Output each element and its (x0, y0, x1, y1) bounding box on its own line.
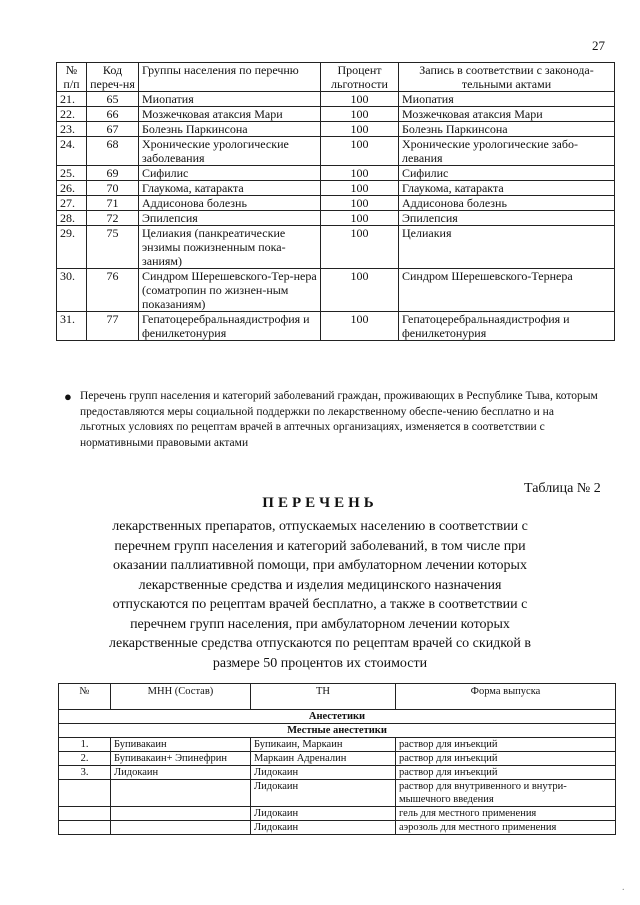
row-number (59, 780, 111, 807)
row-mnn (111, 821, 251, 835)
table-row (57, 211, 615, 226)
row-group: Глаукома, катаракта (139, 181, 321, 196)
note-paragraph (64, 389, 600, 451)
row-number: 27. (57, 196, 87, 211)
row-tn: Маркаин Адреналин (251, 752, 396, 766)
row-number: 26. (57, 181, 87, 196)
row-code: 67 (87, 122, 139, 137)
col-mnn-header: МНН (Состав) (111, 684, 251, 710)
row-number: 21. (57, 92, 87, 107)
table-row (57, 196, 615, 211)
table-row (59, 738, 616, 752)
subsection-title: Местные анестетики (59, 724, 616, 738)
row-group: Миопатия (139, 92, 321, 107)
table-row (57, 107, 615, 122)
document-title: ПЕРЕЧЕНЬ (262, 495, 378, 511)
row-code: 66 (87, 107, 139, 122)
table-row (59, 780, 616, 807)
table-row (59, 752, 616, 766)
row-group: Мозжечковая атаксия Мари (139, 107, 321, 122)
row-record: Синдром Шерешевского-Тернера (399, 269, 615, 312)
note-text: Перечень групп населения и категорий заболеваний граждан, проживающих в Республике Тыва, которым предоставляются меры социальной поддержки по лекарственному обеспе-чению бесплатно и на льготных условиях по рецептам врачей в аптечных организациях, изменяется в соответствии с нормативными правовыми актами (80, 390, 598, 449)
row-mnn: Бупивакаин+ Эпинефрин (111, 752, 251, 766)
table-row (57, 137, 615, 166)
table-row (59, 766, 616, 780)
col-code-header: Код переч-ня (87, 63, 139, 92)
row-code: 77 (87, 312, 139, 341)
page-number: 27 (592, 38, 605, 53)
row-percent: 100 (321, 137, 399, 166)
table-row (57, 181, 615, 196)
row-record: Сифилис (399, 166, 615, 181)
row-percent: 100 (321, 211, 399, 226)
table-row (57, 92, 615, 107)
row-percent: 100 (321, 166, 399, 181)
col-number-header: № п/п (57, 63, 87, 92)
table-row (59, 821, 616, 835)
row-form: гель для местного применения (396, 807, 616, 821)
row-form: аэрозоль для местного применения (396, 821, 616, 835)
row-code: 71 (87, 196, 139, 211)
row-mnn: Лидокаин (111, 766, 251, 780)
section-row (59, 710, 616, 724)
col-form-header: Форма выпуска (396, 684, 616, 710)
row-number: 1. (59, 738, 111, 752)
row-code: 68 (87, 137, 139, 166)
row-tn: Бупикаин, Маркаин (251, 738, 396, 752)
row-mnn (111, 807, 251, 821)
row-number: 29. (57, 226, 87, 269)
table-row (59, 807, 616, 821)
row-record: Миопатия (399, 92, 615, 107)
table-row (57, 226, 615, 269)
row-number (59, 821, 111, 835)
row-number: 25. (57, 166, 87, 181)
row-code: 70 (87, 181, 139, 196)
row-mnn: Бупивакаин (111, 738, 251, 752)
row-record: Гепатоцеребральнаядистрофия и фенилкетонурия (399, 312, 615, 341)
row-group: Гепатоцеребральнаядистрофия и фенилкетонурия (139, 312, 321, 341)
document-subtitle: лекарственных препаратов, отпускаемых населению в соответствии с перечнем групп населения и категорий заболеваний, в том числе при оказании паллиативной помощи, при амбулаторном лечении которых лекарственные средства и изделия медицинского назначения отпускаются по рецептам врачей бесплатно, а также в соответствии с перечнем групп населения, при амбулаторном лечении которых лекарственные средства отпускаются по рецептам врачей со скидкой в размере 50 процентов их стоимости (109, 519, 531, 671)
row-code: 76 (87, 269, 139, 312)
row-form: раствор для инъекций (396, 752, 616, 766)
col-number-header: № (59, 684, 111, 710)
row-code: 75 (87, 226, 139, 269)
table-header-row (57, 63, 615, 92)
row-percent: 100 (321, 122, 399, 137)
row-record: Мозжечковая атаксия Мари (399, 107, 615, 122)
row-group: Сифилис (139, 166, 321, 181)
row-percent: 100 (321, 196, 399, 211)
row-tn: Лидокаин (251, 766, 396, 780)
col-group-header: Группы населения по перечню (139, 63, 321, 92)
row-number: 3. (59, 766, 111, 780)
table-row (57, 122, 615, 137)
row-group: Эпилепсия (139, 211, 321, 226)
col-record-header: Запись в соответствии с законода-тельными актами (399, 63, 615, 92)
row-record: Целиакия (399, 226, 615, 269)
row-code: 72 (87, 211, 139, 226)
row-number (59, 807, 111, 821)
row-percent: 100 (321, 312, 399, 341)
col-percent-header: Процент льготности (321, 63, 399, 92)
row-code: 65 (87, 92, 139, 107)
row-form: раствор для внутривенного и внутри-мышечного введения (396, 780, 616, 807)
row-tn: Лидокаин (251, 821, 396, 835)
row-percent: 100 (321, 181, 399, 196)
row-number: 31. (57, 312, 87, 341)
section-title: Анестетики (59, 710, 616, 724)
row-tn: Лидокаин (251, 780, 396, 807)
row-tn: Лидокаин (251, 807, 396, 821)
row-record: Эпилепсия (399, 211, 615, 226)
corner-mark: . (622, 882, 625, 893)
row-number: 23. (57, 122, 87, 137)
row-group: Синдром Шерешевского-Тер-нера (соматропин по жизнен-ным показаниям) (139, 269, 321, 312)
row-mnn (111, 780, 251, 807)
row-group: Целиакия (панкреатические энзимы пожизненным пока-заниям) (139, 226, 321, 269)
row-record: Аддисонова болезнь (399, 196, 615, 211)
row-record: Болезнь Паркинсона (399, 122, 615, 137)
row-form: раствор для инъекций (396, 766, 616, 780)
row-code: 69 (87, 166, 139, 181)
row-percent: 100 (321, 107, 399, 122)
table-row (57, 312, 615, 341)
table-row (57, 166, 615, 181)
row-number: 22. (57, 107, 87, 122)
table-row (57, 269, 615, 312)
row-percent: 100 (321, 269, 399, 312)
row-group: Аддисонова болезнь (139, 196, 321, 211)
row-percent: 100 (321, 226, 399, 269)
table-number: Таблица № 2 (524, 481, 601, 496)
row-group: Болезнь Паркинсона (139, 122, 321, 137)
table-header-row (59, 684, 616, 710)
row-form: раствор для инъекций (396, 738, 616, 752)
row-record: Хронические урологические забо-левания (399, 137, 615, 166)
population-groups-table (56, 62, 615, 341)
col-tn-header: ТН (251, 684, 396, 710)
bullet-icon: ● (64, 389, 72, 404)
row-group: Хронические урологические заболевания (139, 137, 321, 166)
row-number: 30. (57, 269, 87, 312)
row-percent: 100 (321, 92, 399, 107)
medications-table (58, 683, 616, 835)
row-number: 2. (59, 752, 111, 766)
row-number: 24. (57, 137, 87, 166)
row-number: 28. (57, 211, 87, 226)
subsection-row (59, 724, 616, 738)
row-record: Глаукома, катаракта (399, 181, 615, 196)
